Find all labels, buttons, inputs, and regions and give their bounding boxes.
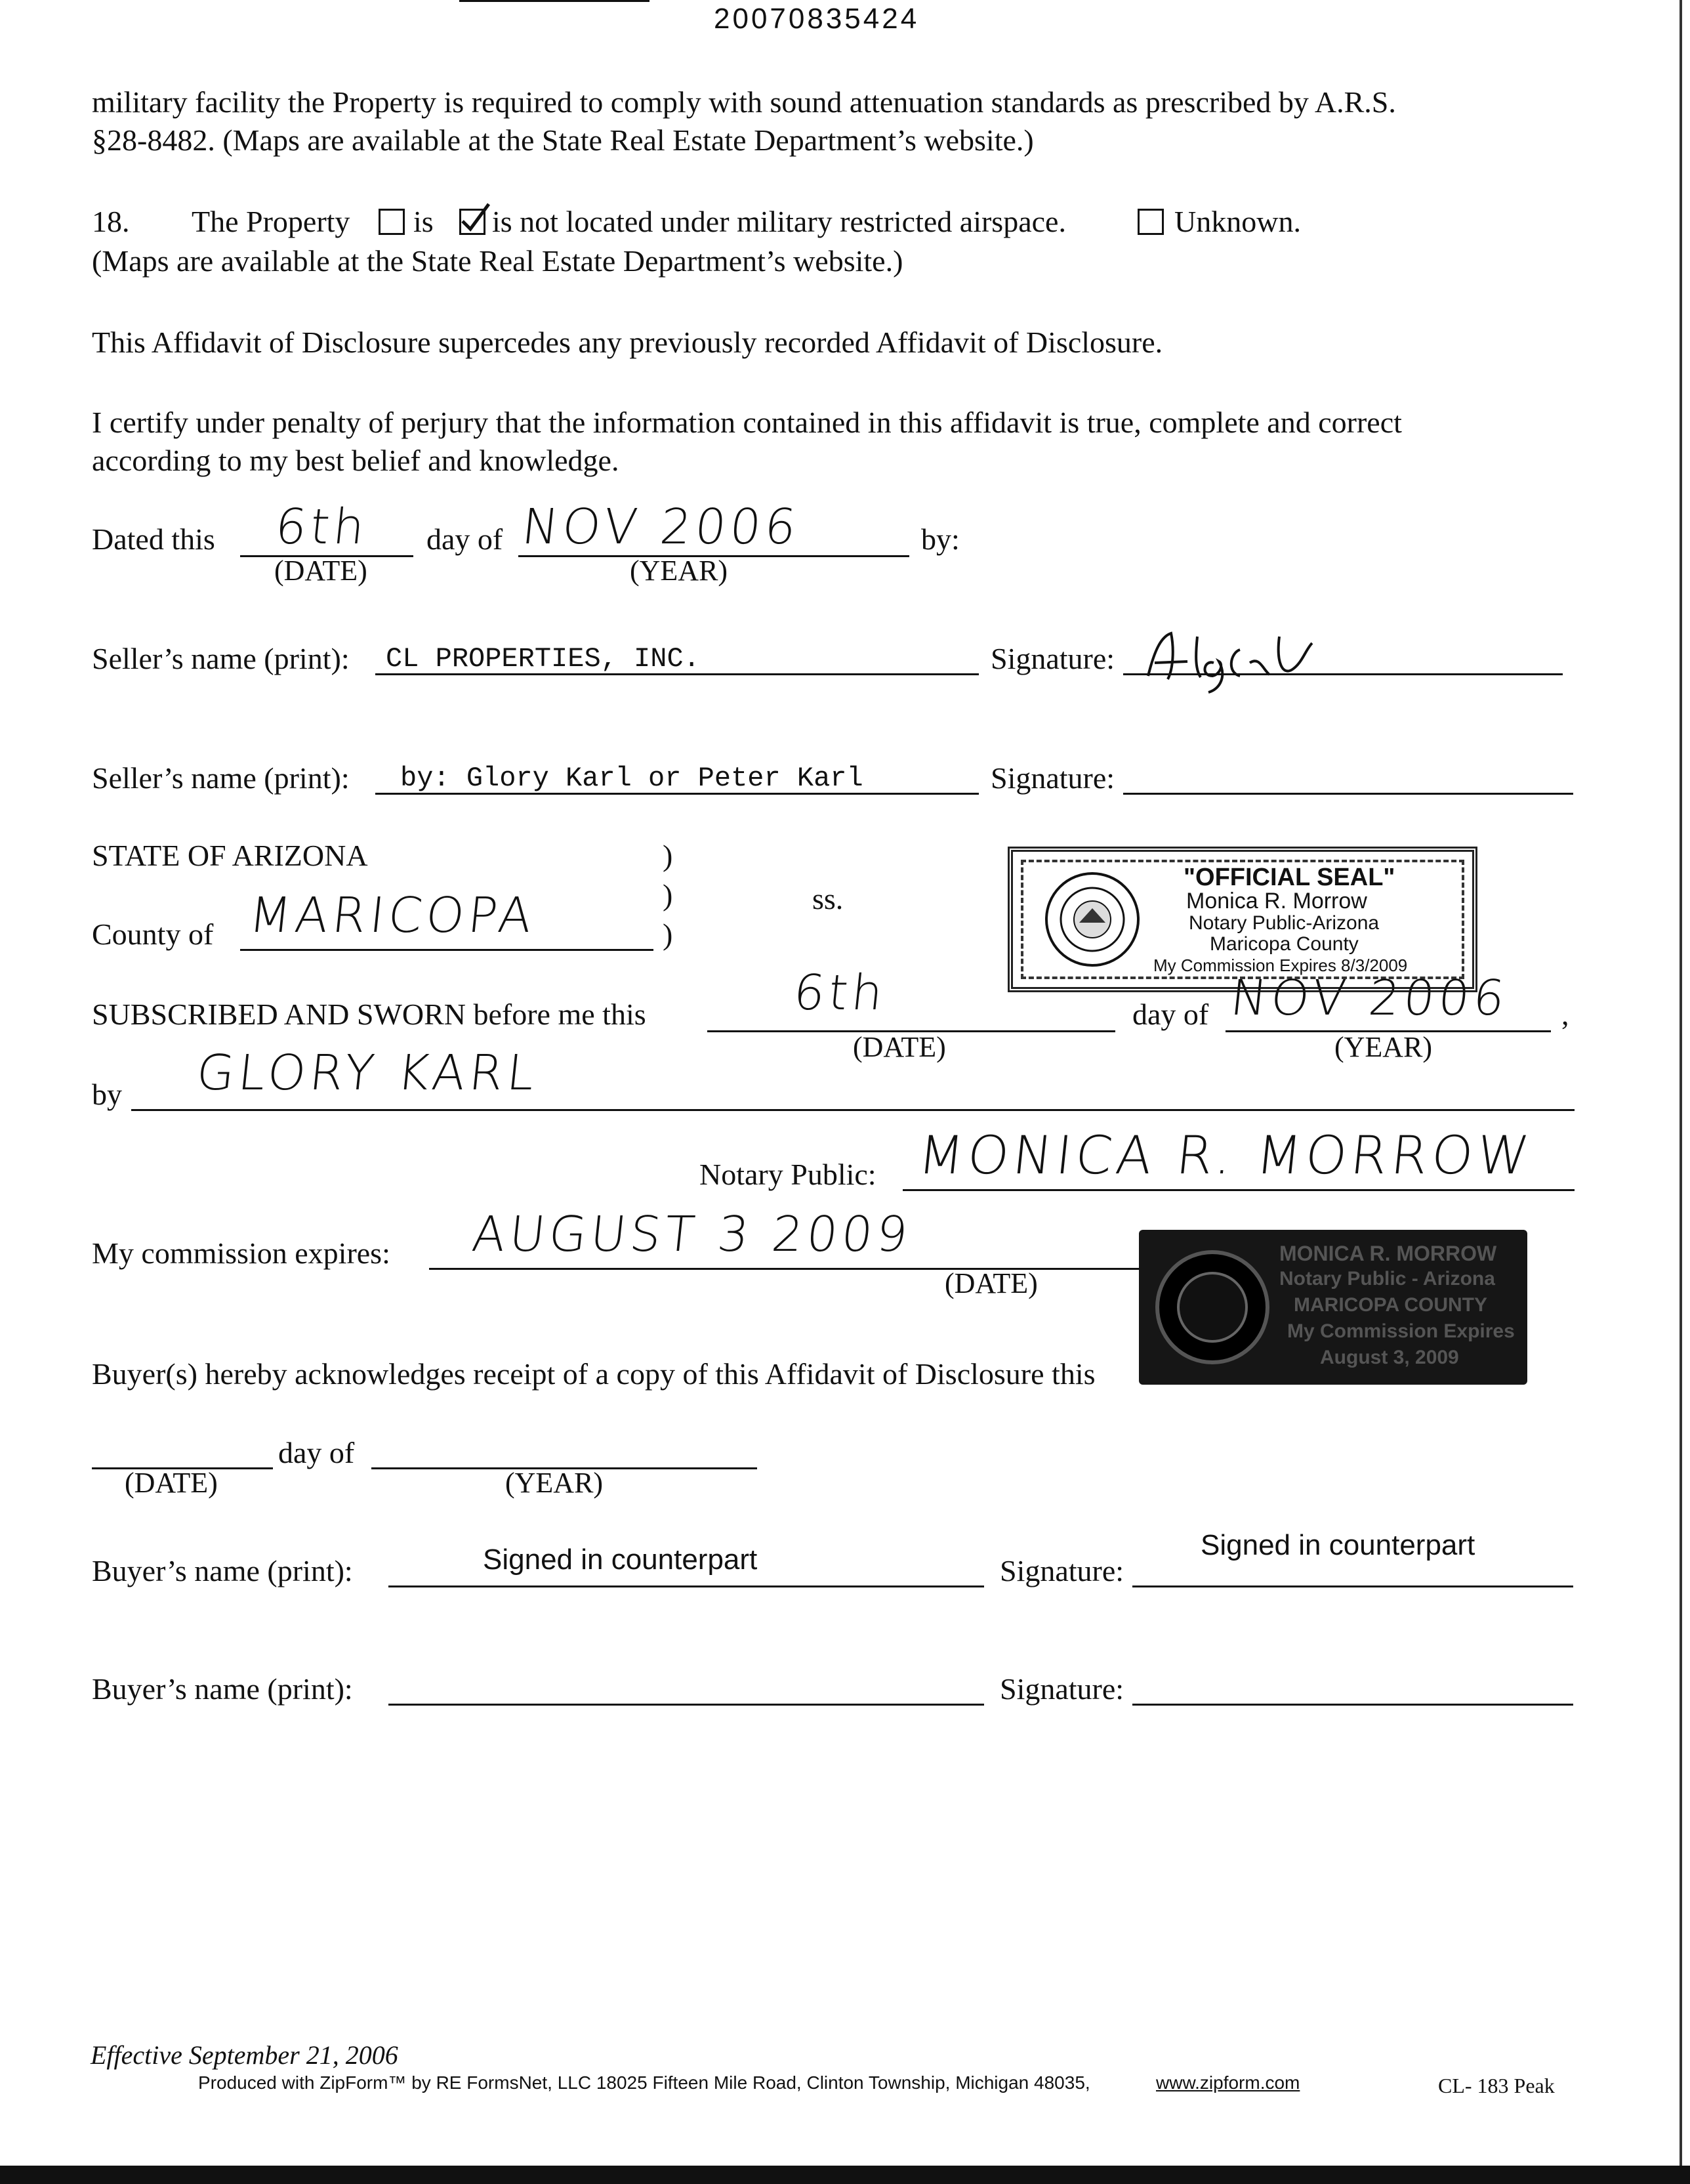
- subscribed-by-line: [131, 1109, 1575, 1111]
- produced-with: Produced with ZipForm™ by RE FormsNet, LLC 18025 Fifteen Mile Road, Clinton Township, Michigan 48035,: [198, 2072, 1090, 2093]
- dated-date-caption: (DATE): [274, 555, 367, 587]
- top-edge-rule: [459, 0, 649, 2]
- official-seal-title: "OFFICIAL SEAL": [1184, 864, 1395, 891]
- seller-2-label: Seller’s name (print):: [92, 761, 350, 795]
- military-facility-line-2: §28-8482. (Maps are available at the State Real Estate Department’s website.): [92, 123, 1034, 157]
- notary-public-signature: MONICA R. MORROW: [915, 1125, 1536, 1186]
- document-number: 20070835424: [714, 3, 920, 35]
- seller-1-label: Seller’s name (print):: [92, 642, 350, 675]
- buyer-1-label: Buyer’s name (print):: [92, 1554, 353, 1587]
- buyer-year-caption: (YEAR): [505, 1467, 604, 1499]
- official-seal-name: Monica R. Morrow: [1186, 889, 1367, 914]
- ink-stamp-line-4: My Commission Expires: [1287, 1320, 1515, 1342]
- military-facility-line-1: military facility the Property is required to comply with sound attenuation standards as prescribed by A.R.S.: [92, 85, 1396, 119]
- buyer-day-of-label: day of: [278, 1436, 355, 1469]
- checkbox-unknown[interactable]: [1138, 209, 1164, 235]
- commission-date-caption: (DATE): [945, 1267, 1038, 1299]
- subscribed-year-caption: (YEAR): [1334, 1031, 1433, 1063]
- notary-ink-stamp: [1139, 1230, 1527, 1385]
- dated-by-label: by:: [921, 522, 960, 556]
- notary-public-line: [903, 1189, 1575, 1191]
- bottom-scan-edge: [0, 2166, 1690, 2184]
- buyer-2-signature-line: [1132, 1704, 1573, 1706]
- form-code: CL- 183 Peak: [1438, 2074, 1555, 2097]
- supercedes-statement: This Affidavit of Disclosure supercedes any previously recorded Affidavit of Disclosure.: [92, 326, 1163, 359]
- dated-year-value: NOV 2006: [519, 499, 803, 555]
- ink-stamp-line-3: MARICOPA COUNTY: [1294, 1294, 1487, 1316]
- buyer-1-name-value: Signed in counterpart: [483, 1544, 758, 1576]
- seller-2-name-value: by: Glory Karl or Peter Karl: [400, 763, 863, 794]
- venue-paren-1: ): [663, 839, 673, 872]
- item-18-option-is-not: is not located under military restricted airspace.: [492, 205, 1066, 238]
- checkmark-icon: [457, 201, 493, 237]
- dated-day-of-label: day of: [426, 522, 503, 556]
- arizona-seal-icon: [1043, 870, 1142, 969]
- notary-public-label: Notary Public:: [699, 1158, 876, 1191]
- certify-line-2: according to my best belief and knowledge.: [92, 444, 619, 477]
- buyer-date-caption: (DATE): [125, 1467, 218, 1499]
- checkbox-is[interactable]: [379, 209, 405, 235]
- buyer-1-signature-line: [1132, 1586, 1573, 1587]
- county-of-label: County of: [92, 917, 214, 951]
- county-line: [240, 949, 653, 951]
- buyer-1-signature-value: Signed in counterpart: [1201, 1529, 1475, 1561]
- zipform-link[interactable]: www.zipform.com: [1156, 2072, 1300, 2093]
- official-seal-line-2: Notary Public-Arizona: [1189, 912, 1380, 934]
- seller-1-signature-label: Signature:: [991, 642, 1115, 675]
- seller-1-name-value: CL PROPERTIES, INC.: [386, 643, 700, 675]
- checkbox-is-not[interactable]: [459, 209, 485, 235]
- buyer-1-name-line: [388, 1586, 984, 1587]
- ink-stamp-line-1: MONICA R. MORROW: [1279, 1242, 1497, 1265]
- item-18-number: 18.: [92, 205, 130, 238]
- buyer-1-signature-label: Signature:: [1000, 1554, 1124, 1587]
- item-18-option-is: is: [413, 205, 434, 238]
- seller-2-signature-label: Signature:: [991, 761, 1115, 795]
- item-18-lead: The Property: [192, 205, 350, 238]
- state-of-arizona: STATE OF ARIZONA: [92, 839, 368, 872]
- subscribed-year-value: NOV 2006: [1227, 970, 1512, 1026]
- certify-line-1: I certify under penalty of perjury that the information contained in this affidavit is true, complete and correct: [92, 406, 1402, 439]
- effective-date: Effective September 21, 2006: [91, 2040, 398, 2070]
- dated-this-label: Dated this: [92, 522, 215, 556]
- commission-expires-label: My commission expires:: [92, 1236, 390, 1270]
- buyer-2-name-line: [388, 1704, 984, 1706]
- subscribed-by-value: GLORY KARL: [194, 1045, 541, 1101]
- dated-year-caption: (YEAR): [630, 555, 728, 587]
- subscribed-date-caption: (DATE): [853, 1031, 946, 1063]
- seller-2-signature-line: [1123, 793, 1573, 795]
- venue-paren-3: ): [663, 917, 673, 951]
- ink-stamp-line-2: Notary Public - Arizona: [1279, 1268, 1495, 1290]
- subscribed-label: SUBSCRIBED AND SWORN before me this: [92, 998, 646, 1031]
- item-18-note: (Maps are available at the State Real Estate Department’s website.): [92, 244, 903, 278]
- dated-date-value: 6th: [272, 499, 371, 555]
- county-value: MARICOPA: [246, 887, 539, 944]
- ss-label: ss.: [812, 882, 844, 915]
- buyer-2-signature-label: Signature:: [1000, 1672, 1124, 1706]
- ink-stamp-line-5: August 3, 2009: [1320, 1347, 1459, 1368]
- notary-seal-icon: [1153, 1248, 1271, 1366]
- buyer-acknowledgement: Buyer(s) hereby acknowledges receipt of a copy of this Affidavit of Disclosure this: [92, 1357, 1096, 1391]
- commission-expires-value: AUGUST 3 2009: [469, 1206, 915, 1263]
- official-seal-line-3: Maricopa County: [1210, 933, 1359, 955]
- subscribed-comma: ,: [1561, 998, 1569, 1031]
- item-18-option-unknown: Unknown.: [1174, 205, 1301, 238]
- subscribed-by-label: by: [92, 1078, 122, 1111]
- seller-1-signature: [1135, 623, 1437, 696]
- buyer-2-label: Buyer’s name (print):: [92, 1672, 353, 1706]
- right-scan-edge: [1680, 0, 1682, 2166]
- subscribed-date-value: 6th: [791, 965, 890, 1021]
- venue-paren-2: ): [663, 878, 673, 912]
- official-seal-line-4: My Commission Expires 8/3/2009: [1153, 956, 1408, 975]
- subscribed-day-of-label: day of: [1132, 998, 1209, 1031]
